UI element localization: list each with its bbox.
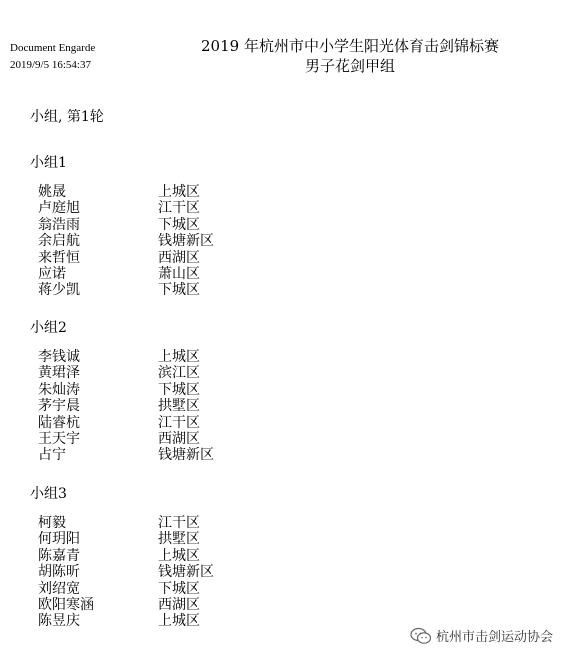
list-item [38,548,338,564]
document-meta [10,40,95,74]
fencer-name: 陈嘉青 [38,547,80,564]
page-title-block [150,36,550,76]
fencer-district: 西湖区 [158,249,200,266]
fencer-name: 柯毅 [38,515,66,531]
fencer-name: 胡陈昕 [38,564,80,581]
watermark [410,626,553,645]
list-item [38,597,338,613]
fencer-district: 萧山区 [158,265,200,282]
fencer-district: 上城区 [158,613,200,630]
fencer-name: 余启航 [38,233,80,250]
fencer-name: 刘绍宽 [38,580,80,597]
fencer-name: 李钱诚 [38,349,80,365]
fencer-name: 何玥阳 [38,531,80,548]
list-item [38,447,338,463]
fencer-district: 钱塘新区 [158,447,214,464]
fencer-district: 上城区 [158,184,200,200]
list-item [38,266,338,282]
list-item [38,250,338,266]
list-item [38,349,338,365]
fencer-district: 钱塘新区 [158,233,214,250]
list-item [38,581,338,597]
fencer-district: 滨江区 [158,365,200,382]
fencer-name: 王天宇 [38,430,80,447]
fencer-district: 下城区 [158,580,200,597]
timestamp: 2019/9/5 16:54:37 [10,59,91,71]
fencer-district: 上城区 [158,349,200,365]
fencer-district: 江干区 [158,414,200,431]
fencer-district: 下城区 [158,381,200,398]
fencer-name: 翁浩雨 [38,216,80,233]
fencer-district: 拱墅区 [158,531,200,548]
list-item [38,200,338,216]
group-title: 小组2 [30,320,67,336]
watermark-text: 杭州市击剑运动协会 [436,630,554,645]
fencer-name: 应诺 [38,265,66,282]
list-item [38,365,338,381]
fencer-name: 欧阳寒涵 [38,596,94,613]
fencer-district: 上城区 [158,547,200,564]
fencer-name: 蒋少凯 [38,282,80,299]
list-item [38,613,338,629]
fencer-name: 占宁 [38,447,66,464]
fencer-name: 陈昱庆 [38,613,80,630]
fencer-district: 西湖区 [158,596,200,613]
fencer-name: 茅宇晨 [38,398,80,415]
wechat-icon [410,627,432,645]
list-item [38,382,338,398]
list-item [38,531,338,547]
group-title: 小组3 [30,486,67,502]
group-rows [38,184,338,299]
fencer-name: 来哲恒 [38,249,80,266]
fencer-district: 下城区 [158,216,200,233]
fencer-name: 黄珺泽 [38,365,80,382]
list-item [38,282,338,298]
page-title: 2019 年杭州市中小学生阳光体育击剑锦标赛 [201,37,499,55]
fencer-district: 西湖区 [158,430,200,447]
round-label: 小组, 第1轮 [30,109,104,125]
fencer-district: 江干区 [158,515,200,531]
fencer-name: 姚晟 [38,184,66,200]
list-item [38,398,338,414]
fencer-name: 卢庭旭 [38,200,80,217]
fencer-district: 下城区 [158,282,200,299]
list-item [38,184,338,200]
list-item [38,415,338,431]
fencer-name: 陆睿杭 [38,414,80,431]
group-rows [38,349,338,464]
list-item [38,233,338,249]
group-title: 小组1 [30,155,67,171]
fencer-district: 钱塘新区 [158,564,214,581]
list-item [38,515,338,531]
fencer-name: 朱灿涛 [38,381,80,398]
fencer-district: 拱墅区 [158,398,200,415]
fencer-district: 江干区 [158,200,200,217]
group-rows [38,515,338,630]
software-name: Document Engarde [10,42,96,54]
page-subtitle: 男子花剑甲组 [304,57,395,75]
list-item [38,217,338,233]
list-item [38,431,338,447]
list-item [38,564,338,580]
